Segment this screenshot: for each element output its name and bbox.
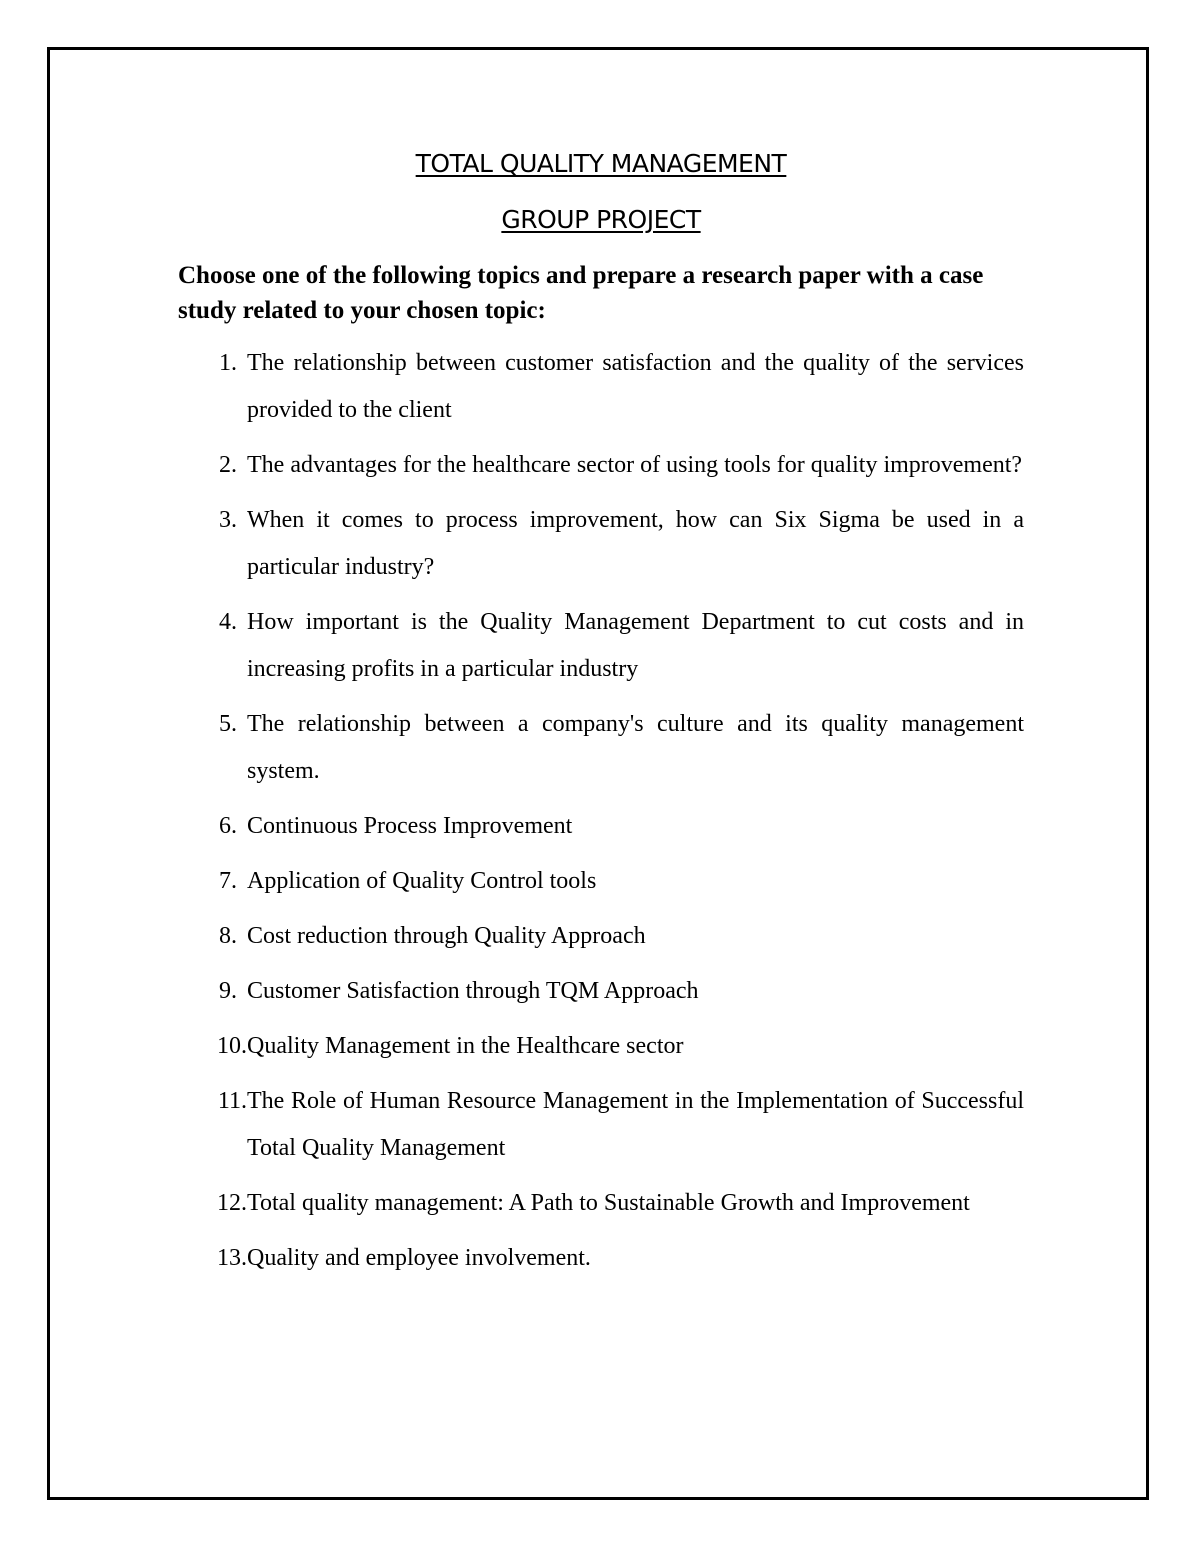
list-item-number: 9. — [219, 978, 237, 1004]
list-item — [178, 803, 1024, 850]
list-item-text: The relationship between customer satisfaction and the quality of the services provided to the client — [247, 350, 1024, 423]
list-item-text: Customer Satisfaction through TQM Approach — [247, 978, 699, 1004]
list-item-text: Quality and employee involvement. — [247, 1245, 591, 1271]
list-item-number: 8. — [219, 923, 237, 949]
list-item-text: Quality Management in the Healthcare sector — [247, 1033, 684, 1059]
list-item — [178, 858, 1024, 905]
document-subtitle: GROUP PROJECT — [501, 205, 701, 234]
list-item — [178, 442, 1024, 489]
list-item — [178, 968, 1024, 1015]
list-item — [178, 913, 1024, 960]
list-item-text: The Role of Human Resource Management in the Implementation of Successful Total Quality Management — [247, 1088, 1024, 1161]
list-item-text: How important is the Quality Management Department to cut costs and in increasing profits in a particular industry — [247, 609, 1024, 682]
list-item-number: 4. — [219, 609, 237, 635]
document-body — [178, 140, 1024, 1290]
list-item — [178, 701, 1024, 795]
list-item-number: 7. — [219, 868, 237, 894]
list-item-number: 6. — [219, 813, 237, 839]
list-item-text: When it comes to process improvement, how can Six Sigma be used in a particular industry? — [247, 507, 1024, 580]
list-item — [178, 340, 1024, 434]
document-title: TOTAL QUALITY MANAGEMENT — [415, 149, 787, 178]
list-item-number: 3. — [219, 507, 237, 533]
list-item — [178, 1180, 1024, 1227]
instructions-paragraph: Choose one of the following topics and prepare a research paper with a case study related to your chosen topic: — [178, 262, 984, 324]
list-item-number: 12. — [217, 1190, 247, 1216]
list-item-text: Continuous Process Improvement — [247, 813, 573, 839]
list-item — [178, 1023, 1024, 1070]
list-item-number: 10. — [217, 1033, 247, 1059]
list-item — [178, 1078, 1024, 1172]
list-item — [178, 497, 1024, 591]
list-item — [178, 1235, 1024, 1282]
list-item-text: The advantages for the healthcare sector of using tools for quality improvement? — [247, 452, 1023, 478]
list-item-text: Cost reduction through Quality Approach — [247, 923, 646, 949]
list-item-text: Application of Quality Control tools — [247, 868, 597, 894]
list-item-text: Total quality management: A Path to Sustainable Growth and Improvement — [247, 1190, 970, 1216]
list-item-number: 2. — [219, 452, 237, 478]
list-item — [178, 599, 1024, 693]
list-item-text: The relationship between a company's culture and its quality management system. — [247, 711, 1024, 784]
topics-list — [178, 340, 1024, 1282]
list-item-number: 1. — [219, 350, 237, 376]
list-item-number: 13. — [217, 1245, 247, 1271]
list-item-number: 5. — [219, 711, 237, 737]
list-item-number: 11. — [217, 1088, 247, 1114]
